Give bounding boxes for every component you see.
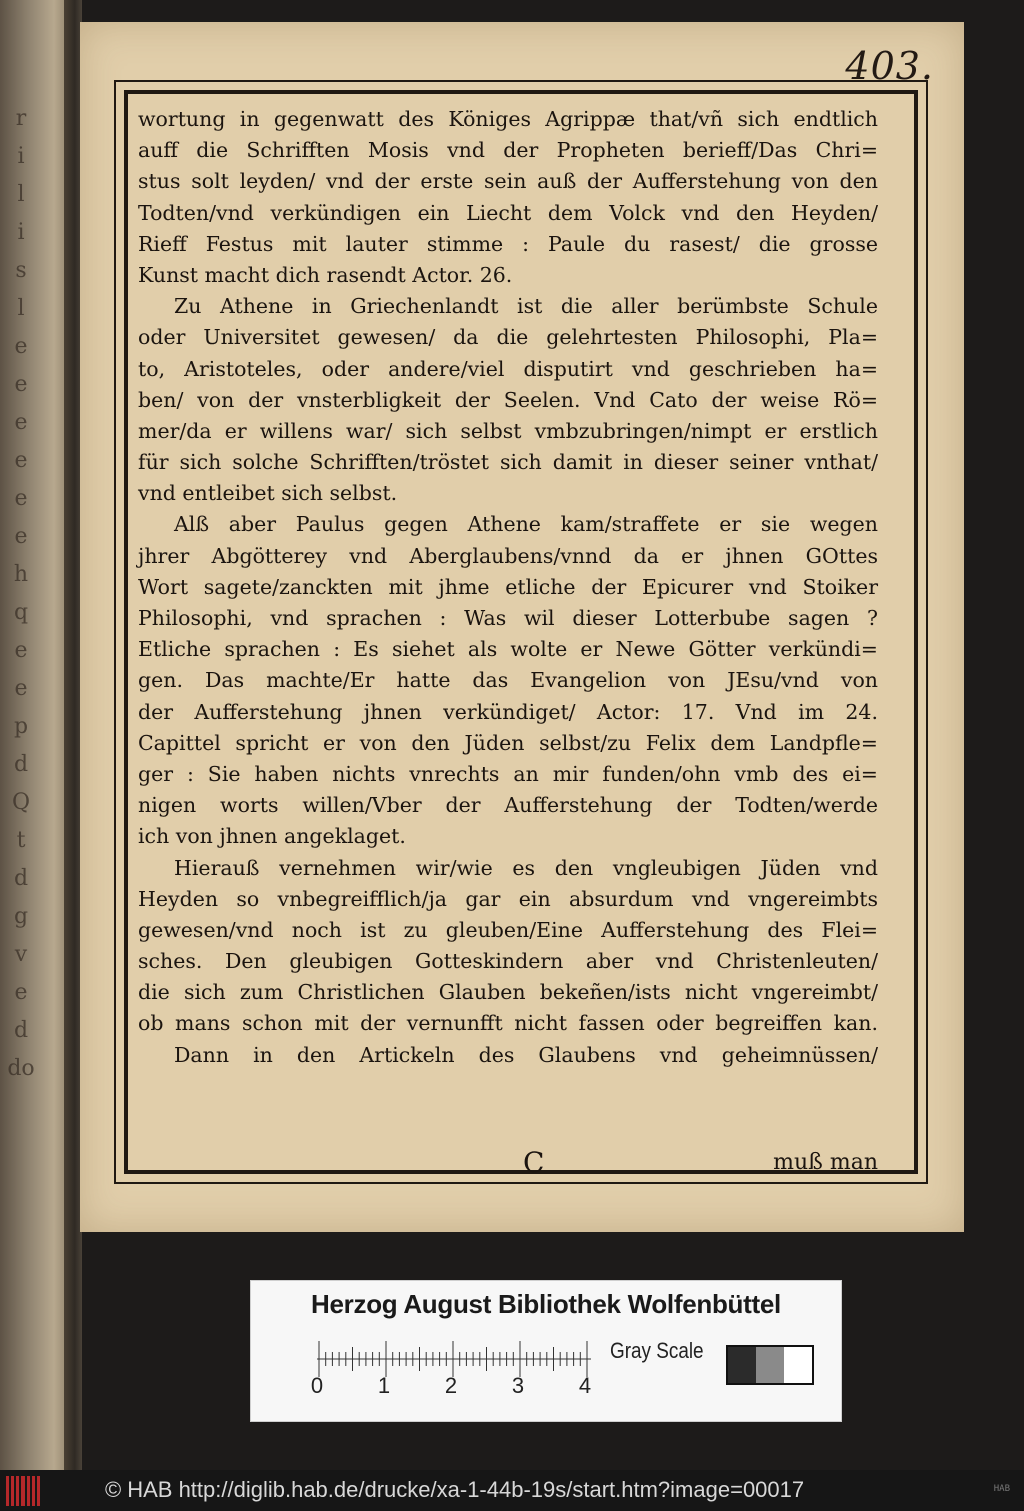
sliver-letter: e <box>14 334 28 359</box>
corner-mark: HAB <box>993 1484 1010 1494</box>
text-line: stus solt leyden/ vnd der erste sein auß der Aufferstehung von den <box>138 169 878 194</box>
sliver-letter: p <box>13 714 29 739</box>
ruler-label: 1 <box>377 1373 391 1398</box>
sliver-letter: q <box>13 600 29 625</box>
sliver-letter: e <box>14 524 28 549</box>
sliver-letter: e <box>14 410 28 435</box>
ruler-labels <box>307 1373 607 1403</box>
text-line: Etliche sprachen : Es siehet als wolte er Newe Götter verkündi= <box>138 637 878 662</box>
sliver-letter: t <box>16 828 26 853</box>
text-line: mer/da er willens war/ sich selbst vmbzubringen/nimpt er erstlich <box>138 418 878 443</box>
sliver-letter: e <box>14 448 28 473</box>
text-line: Wort sagete/zanckten mit jhme etliche der Epicurer vnd Stoiker <box>138 574 878 599</box>
text-line: Dann in den Artickeln des Glaubens vnd geheimnüssen/ <box>174 1042 878 1067</box>
sliver-letter: e <box>14 486 28 511</box>
sliver-letter: e <box>14 638 28 663</box>
ruler-label: 2 <box>444 1373 458 1398</box>
text-line: Todten/vnd verkündigen ein Liecht dem Volck vnd den Heyden/ <box>138 200 878 225</box>
text-line: Capittel spricht er von den Jüden selbst/zu Felix dem Landpfle= <box>138 730 878 755</box>
sliver-letter: i <box>17 220 25 245</box>
text-line: oder Universitet gewesen/ da die gelehrtesten Philosophi, Pla= <box>138 325 878 350</box>
text-line: ob mans schon mit der vernunfft nicht fassen oder begreiffen kan. <box>138 1011 878 1036</box>
text-line: nigen worts willen/Vber der Aufferstehung der Todten/werde <box>138 793 878 818</box>
sliver-letter: d <box>13 866 29 891</box>
text-line: auff die Schrifften Mosis vnd der Propheten berieff/Das Chri= <box>138 138 878 163</box>
text-line: für sich solche Schrifften/tröstet sich damit in dieser seiner vnthat/ <box>138 450 878 475</box>
text-line: Rieff Festus mit lauter stimme : Paule du rasest/ die grosse <box>138 231 878 256</box>
sliver-letter: r <box>15 106 27 131</box>
text-line: Heyden so vnbegreifflich/ja gar ein absurdum vnd vngereimbts <box>138 886 878 911</box>
sliver-letter: e <box>14 676 28 701</box>
scale-card <box>250 1280 842 1422</box>
gray-swatch <box>784 1347 812 1383</box>
text-line: vnd entleibet sich selbst. <box>138 481 398 506</box>
copyright-url[interactable] <box>105 1477 804 1503</box>
gray-scale-label: Gray Scale <box>610 1338 704 1363</box>
sliver-letter: do <box>7 1056 35 1081</box>
text-line: die sich zum Christlichen Glauben bekeñen/ists nicht vngereimbt/ <box>138 980 878 1005</box>
gray-swatch <box>756 1347 784 1383</box>
folio-number: 403. <box>845 44 934 88</box>
previous-page-letters <box>4 100 38 1088</box>
ruler-label: 0 <box>310 1373 324 1398</box>
sliver-letter: g <box>13 904 29 929</box>
sliver-letter: e <box>14 372 28 397</box>
text-line: Hierauß vernehmen wir/wie es den vngleubigen Jüden vnd <box>174 855 878 880</box>
page-footer-line <box>138 1148 878 1180</box>
copyright-text: HAB http://diglib.hab.de/drucke/xa-1-44b-19s/start.htm?image=00017 <box>127 1477 805 1502</box>
body-text <box>138 104 878 1071</box>
footer-bar <box>0 1470 1024 1511</box>
text-line: ben/ von der vnsterbligkeit der Seelen. Vnd Cato der weise Rö= <box>138 387 878 412</box>
signature-mark: C <box>523 1146 545 1179</box>
text-line: gen. Das machte/Er hatte das Evangelion von JEsu/vnd von <box>138 668 878 693</box>
copyright-symbol: © <box>105 1477 122 1502</box>
ruler-label: 3 <box>511 1373 525 1398</box>
ruler-label: 4 <box>578 1373 592 1398</box>
sliver-letter: s <box>15 258 27 283</box>
text-line: Philosophi, vnd sprachen : Was wil dieser Lotterbube sagen ? <box>138 606 878 630</box>
text-line: Kunst macht dich rasendt Actor. 26. <box>138 262 513 287</box>
text-line: sches. Den gleubigen Gotteskindern aber vnd Christenleuten/ <box>138 949 878 974</box>
sliver-letter: h <box>13 562 29 587</box>
text-line: wortung in gegenwatt des Königes Agrippæ that/vñ sich endtlich <box>138 107 878 131</box>
text-line: ich von jhnen angeklaget. <box>138 824 406 849</box>
sliver-letter: i <box>17 144 25 169</box>
text-frame <box>114 80 928 1184</box>
text-line: Alß aber Paulus gegen Athene kam/straffete er sie wegen <box>174 512 878 537</box>
sliver-letter: l <box>17 296 25 321</box>
gray-swatch <box>728 1347 756 1383</box>
sliver-letter: e <box>14 980 28 1005</box>
book-page <box>80 22 964 1232</box>
catchword: muß man <box>773 1150 878 1175</box>
text-line: Zu Athene in Griechenlandt ist die aller berümbste Schule <box>174 294 878 319</box>
text-line: gewesen/vnd noch ist zu gleuben/Eine Aufferstehung des Flei= <box>138 917 878 942</box>
text-line: to, Aristoteles, oder andere/viel disputirt vnd geschrieben ha= <box>138 356 878 381</box>
text-line: der Aufferstehung jhnen verkündiget/ Actor: 17. Vnd im 24. <box>138 699 878 724</box>
text-line: jhrer Abgötterey vnd Aberglaubens/vnnd da er jhnen GOttes <box>138 543 878 568</box>
sliver-letter: d <box>13 1018 29 1043</box>
sliver-letter: Q <box>11 790 31 815</box>
gray-scale-swatches <box>726 1345 814 1385</box>
library-title: Herzog August Bibliothek Wolfenbüttel <box>311 1289 781 1319</box>
sliver-letter: l <box>17 182 25 207</box>
sliver-letter: d <box>13 752 29 777</box>
hab-logo-icon <box>6 1476 40 1506</box>
text-line: ger : Sie haben nichts vnrechts an mir funden/ohn vmb des ei= <box>138 761 878 786</box>
previous-page-edge <box>0 0 72 1470</box>
sliver-letter: v <box>14 942 28 967</box>
